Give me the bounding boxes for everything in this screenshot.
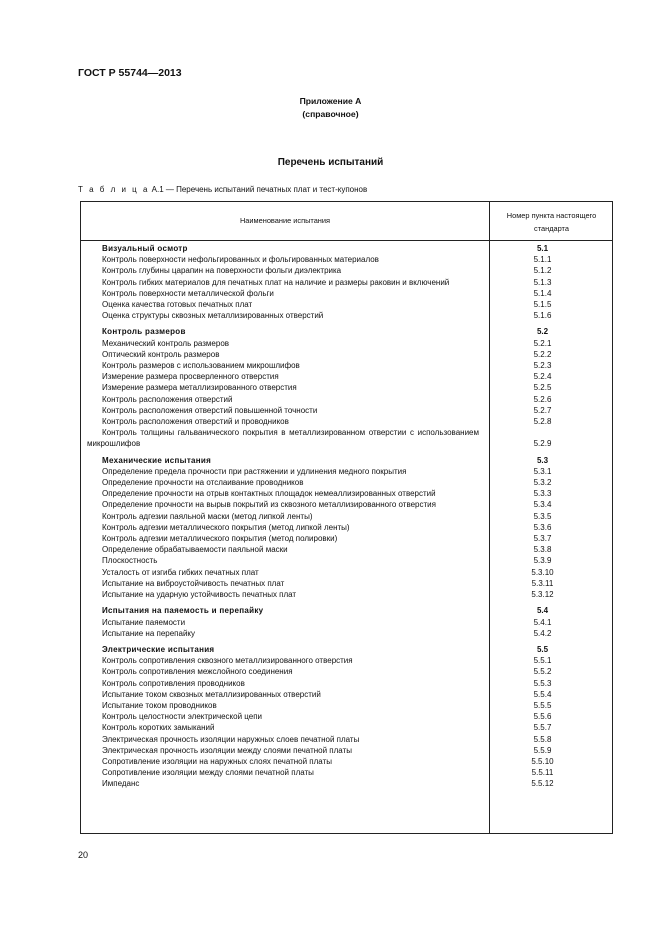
table-row — [81, 734, 614, 745]
header-divider — [81, 240, 612, 241]
test-name: Контроль глубины царапин на поверхности фольги диэлектрика — [102, 266, 342, 276]
clause-number: 5.2.4 — [533, 372, 552, 382]
table-caption-label: Т а б л и ц а — [78, 185, 150, 194]
table-row — [81, 488, 614, 499]
section-number: 5.1 — [536, 244, 549, 253]
table-row — [81, 338, 614, 349]
annex-subtitle: (справочное) — [302, 109, 359, 119]
section-title: Испытания на паяемость и перепайку — [102, 606, 264, 616]
test-name: Контроль коротких замыканий — [102, 723, 215, 733]
test-name: Контроль поверхности металлической фольги — [102, 288, 274, 298]
table-row — [81, 533, 614, 544]
section-row — [81, 644, 614, 655]
test-name: Электрическая прочность изоляции наружных слоев печатной платы — [102, 734, 360, 744]
clause-number: 5.3.2 — [533, 478, 552, 488]
clause-number: 5.2.2 — [533, 349, 552, 359]
table-row — [81, 567, 614, 578]
clause-number: 5.2.3 — [533, 361, 552, 371]
test-name: Контроль адгезии металлического покрытия (метод липкой ленты) — [102, 522, 350, 532]
annex-block — [0, 95, 661, 121]
page-number: 20 — [78, 850, 89, 860]
table-row — [81, 288, 614, 299]
test-name: Определение предела прочности при растяжении и удлинения медного покрытия — [102, 466, 407, 476]
table-row — [81, 544, 614, 555]
clause-number: 5.3.5 — [533, 511, 552, 521]
annex-title: Приложение А — [299, 96, 362, 106]
test-name: Контроль сопротивления межслойного соединения — [102, 667, 293, 677]
table-row — [81, 655, 614, 666]
test-name: Контроль гибких материалов для печатных плат на наличие и размеры раковин и включений — [102, 277, 450, 287]
test-name: Импеданс — [102, 779, 140, 789]
clause-number: 5.5.6 — [533, 712, 552, 722]
table-row — [81, 745, 614, 756]
clause-number: 5.5.7 — [533, 723, 552, 733]
test-name: Контроль расположения отверстий — [102, 394, 233, 404]
table-row — [81, 722, 614, 733]
table-row — [81, 254, 614, 265]
clause-number: 5.1.2 — [533, 266, 552, 276]
test-name: Определение прочности на отрыв контактных площадок немеаллизированных отверстий — [102, 489, 436, 499]
table-row — [81, 466, 614, 477]
section-row — [81, 605, 614, 616]
test-name: Испытание на ударную устойчивость печатных плат — [102, 590, 297, 600]
section-number: 5.5 — [536, 644, 549, 654]
test-name: Определение обрабатываемости паяльной маски — [102, 545, 288, 555]
clause-number: 5.5.12 — [531, 779, 554, 789]
test-name: Испытание током проводников — [102, 700, 217, 710]
test-name: Оценка качества готовых печатных плат — [102, 300, 253, 310]
clause-number: 5.2.9 — [533, 439, 552, 449]
clause-number: 5.1.5 — [533, 300, 552, 310]
clause-number: 5.3.7 — [533, 534, 552, 544]
clause-number: 5.3.1 — [533, 466, 552, 476]
test-name: Испытание паяемости — [102, 617, 186, 627]
test-name: Определение прочности на вырыв покрытий из сквозного металлизированного отверстия — [102, 500, 436, 510]
clause-number: 5.4.1 — [533, 617, 552, 627]
clause-number: 5.3.4 — [533, 500, 552, 510]
section-title: Контроль размеров — [102, 327, 186, 337]
clause-number: 5.3.12 — [531, 590, 554, 600]
table-row — [81, 589, 614, 600]
table-row — [81, 578, 614, 589]
table-row — [81, 756, 614, 767]
clause-number: 5.3.6 — [533, 522, 552, 532]
col-header-clause-number: Номер пункта настоящего стандарта — [506, 211, 597, 233]
test-name: Контроль сопротивления проводников — [102, 678, 245, 688]
table-row — [81, 299, 614, 310]
clause-number: 5.3.10 — [531, 567, 554, 577]
test-name: Контроль целостности электрической цепи — [102, 712, 263, 722]
test-name: Контроль расположения отверстий повышенной точности — [102, 405, 318, 415]
table-row — [81, 427, 614, 449]
clause-number: 5.3.3 — [533, 489, 552, 499]
table-row — [81, 511, 614, 522]
table-caption — [78, 185, 367, 194]
table-row — [81, 700, 614, 711]
table-row — [81, 499, 614, 510]
section-title: Механические испытания — [102, 455, 212, 465]
table-row — [81, 416, 614, 427]
section-row — [81, 455, 614, 466]
clause-number: 5.2.6 — [533, 394, 552, 404]
table-row — [81, 265, 614, 276]
table-row — [81, 310, 614, 321]
clause-number: 5.1.4 — [533, 288, 552, 298]
clause-number: 5.2.8 — [533, 417, 552, 427]
section-title: Электрические испытания — [102, 644, 215, 654]
clause-number: 5.5.8 — [533, 734, 552, 744]
table-row — [81, 666, 614, 677]
test-name: Оценка структуры сквозных металлизированных отверстий — [102, 311, 324, 321]
test-name: Контроль размеров с использованием микрошлифов — [102, 361, 300, 371]
clause-number: 5.5.2 — [533, 667, 552, 677]
test-name: Определение прочности на отслаивание проводников — [102, 478, 304, 488]
clause-number: 5.2.1 — [533, 338, 552, 348]
test-name: Контроль толщины гальванического покрытия в металлизированном отверстии с использованием микрошлифов — [87, 428, 479, 449]
test-name: Механический контроль размеров — [102, 338, 230, 348]
test-name: Испытание на виброустойчивость печатных плат — [102, 578, 285, 588]
test-name: Измерение размера металлизированного отверстия — [102, 383, 297, 393]
table-body — [81, 243, 614, 790]
document-header: ГОСТ Р 55744—2013 — [78, 67, 182, 79]
test-name: Усталость от изгиба гибких печатных плат — [102, 567, 259, 577]
table-row — [81, 767, 614, 778]
test-name: Плоскостность — [102, 556, 158, 566]
table-row — [81, 522, 614, 533]
clause-number: 5.3.9 — [533, 556, 552, 566]
clause-number: 5.5.4 — [533, 689, 552, 699]
section-number: 5.3 — [536, 455, 549, 465]
clause-number: 5.5.10 — [531, 756, 554, 766]
test-name: Электрическая прочность изоляции между слоями печатной платы — [102, 745, 352, 755]
test-name: Сопротивление изоляции между слоями печатной платы — [102, 768, 314, 778]
table-row — [81, 394, 614, 405]
table-row — [81, 405, 614, 416]
clause-number: 5.5.5 — [533, 700, 552, 710]
table-row — [81, 617, 614, 628]
test-name: Контроль поверхности нефольгированных и фольгированных материалов — [102, 255, 379, 265]
clause-number: 5.1.3 — [533, 277, 552, 287]
page-title: Перечень испытаний — [277, 157, 384, 168]
section-number: 5.4 — [536, 606, 549, 616]
test-name: Контроль адгезии металлического покрытия (метод полировки) — [102, 534, 338, 544]
test-name: Испытание на перепайку — [102, 628, 196, 638]
table-row — [81, 678, 614, 689]
clause-number: 5.1.1 — [533, 255, 552, 265]
test-name: Контроль расположения отверстий и проводников — [102, 417, 289, 427]
table-row — [81, 382, 614, 393]
table-row — [81, 371, 614, 382]
tests-table — [80, 201, 613, 834]
section-number: 5.2 — [536, 327, 549, 337]
clause-number: 5.1.6 — [533, 311, 552, 321]
table-row — [81, 349, 614, 360]
clause-number: 5.5.3 — [533, 678, 552, 688]
table-row — [81, 711, 614, 722]
table-row — [81, 778, 614, 789]
table-caption-text: А.1 — Перечень испытаний печатных плат и тест-купонов — [151, 185, 368, 194]
clause-number: 5.5.9 — [533, 745, 552, 755]
clause-number: 5.4.2 — [533, 628, 552, 638]
clause-number: 5.2.5 — [533, 383, 552, 393]
section-title: Визуальный осмотр — [102, 244, 188, 253]
table-row — [81, 689, 614, 700]
clause-number: 5.5.1 — [533, 656, 552, 666]
clause-number: 5.3.11 — [531, 578, 554, 588]
test-name: Сопротивление изоляции на наружных слоях печатной платы — [102, 756, 332, 766]
table-row — [81, 477, 614, 488]
test-name: Испытание током сквозных металлизированных отверстий — [102, 689, 321, 699]
test-name: Измерение размера просверленного отверстия — [102, 372, 279, 382]
clause-number: 5.5.11 — [531, 768, 554, 778]
test-name: Контроль адгезии паяльной маски (метод липкой ленты) — [102, 511, 313, 521]
test-name: Оптический контроль размеров — [102, 349, 220, 359]
section-row — [81, 243, 614, 254]
table-row — [81, 628, 614, 639]
col-header-test-name: Наименование испытания — [239, 216, 331, 225]
test-name: Контроль сопротивления сквозного металлизированного отверстия — [102, 656, 353, 666]
clause-number: 5.3.8 — [533, 545, 552, 555]
table-row — [81, 360, 614, 371]
clause-number: 5.2.7 — [533, 405, 552, 415]
table-row — [81, 555, 614, 566]
table-row — [81, 277, 614, 288]
section-row — [81, 326, 614, 337]
